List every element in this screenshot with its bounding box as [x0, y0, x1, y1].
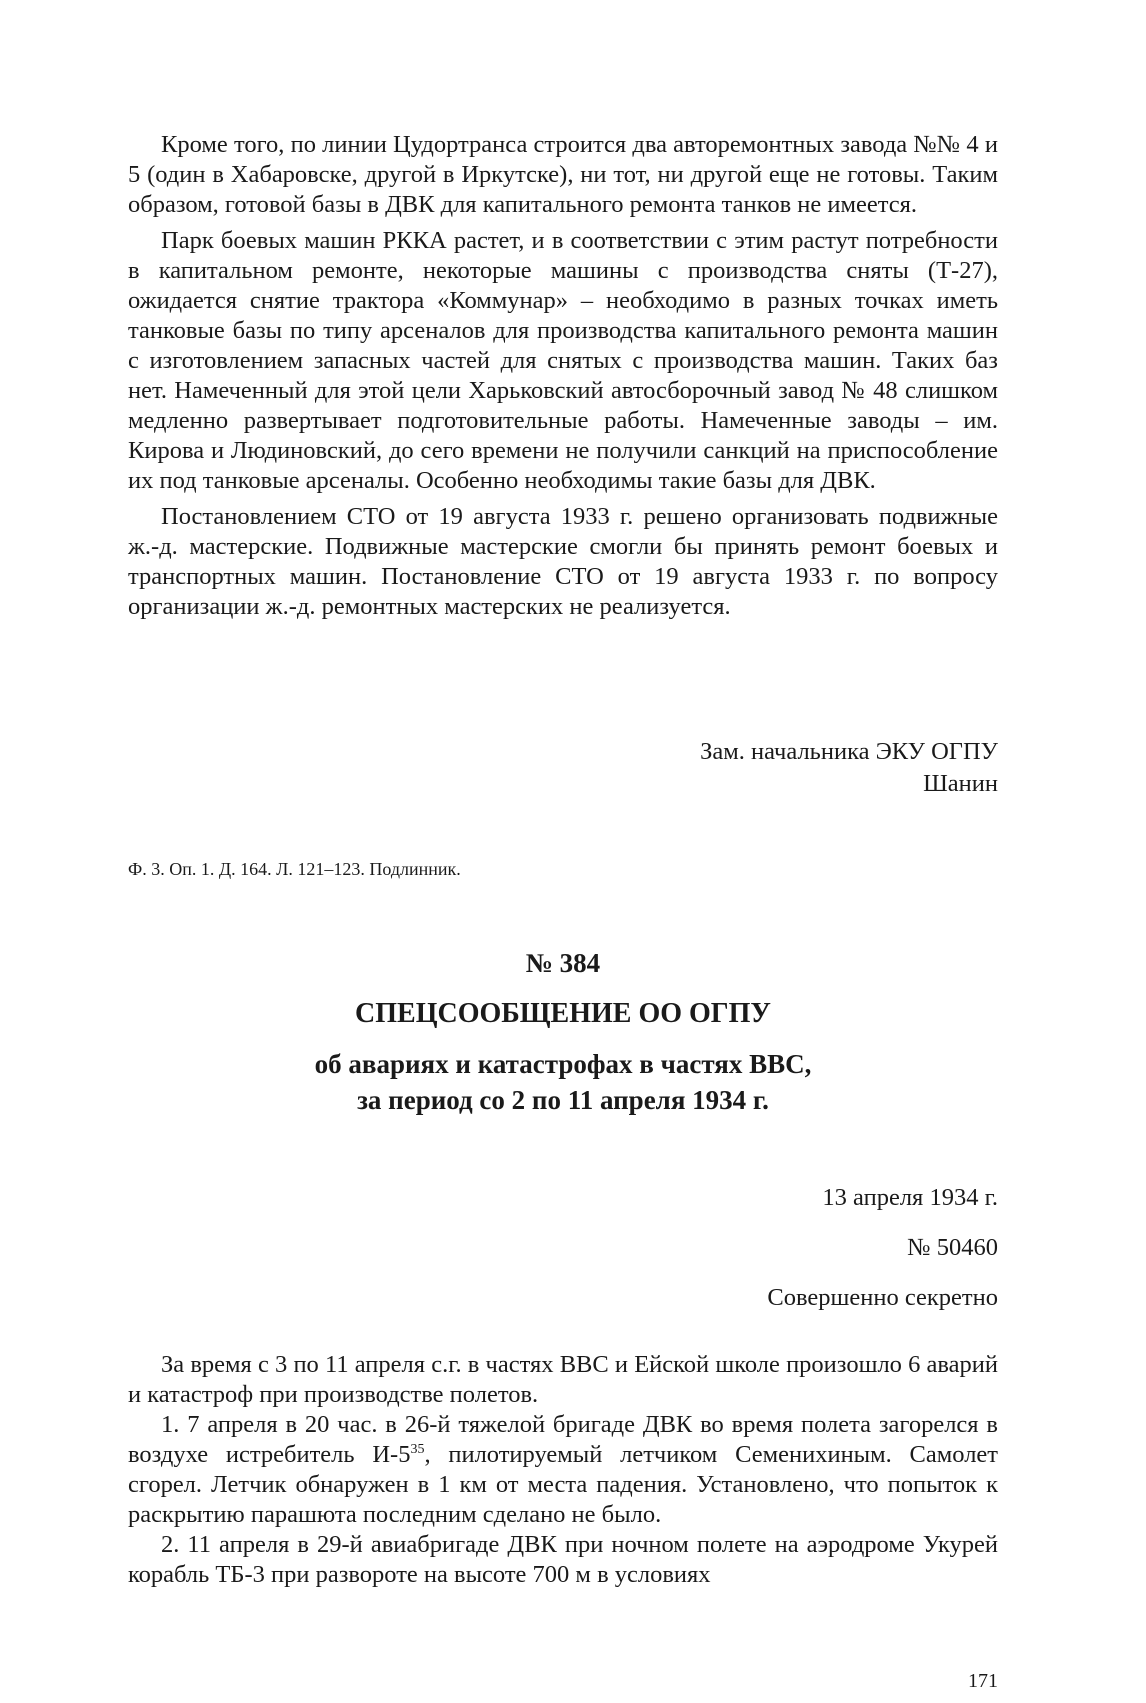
- document-heading: [128, 946, 998, 1118]
- footnote-marker: 35: [410, 1441, 425, 1457]
- document-date: 13 апреля 1934 г.: [822, 1184, 998, 1211]
- archive-reference: [128, 858, 998, 880]
- paragraph-incident-2: 2. 11 апреля в 29-й авиабригаде ДВК при ночном полете на аэродроме Укурей корабль ТБ-3 при развороте на высоте 700 м в условиях: [128, 1531, 998, 1588]
- body-text-block: [128, 1350, 998, 1590]
- document-classification: Совершенно секретно: [767, 1284, 998, 1311]
- signature-name: Шанин: [923, 770, 998, 797]
- signature-position: Зам. начальника ЭКУ ОГПУ: [700, 738, 998, 765]
- document-number: № 384: [525, 948, 601, 978]
- incident-1-text-start: 1. 7 апреля в 20 час. в 26-й тяжелой бригаде ДВК во время полета загорелся в воздухе истребитель И-5: [128, 1411, 998, 1468]
- paragraph-incident-1: [128, 1410, 998, 1530]
- document-meta: [128, 1183, 998, 1313]
- paragraph-tank-bases: Парк боевых машин РККА растет, и в соответствии с этим растут потребности в капитальном ремонте, некоторые машины с производства сняты (Т-27), ожидается снятие трактора «Коммунар» – необходимо в разных точках иметь танковые базы по типу арсеналов для производства капитального ремонта машин с изготовлением запасных частей для снятых с производства машин. Таких баз нет. Намеченный для этой цели Харьковский автосборочный завод № 48 слишком медленно развертывает подготовительные работы. Намеченные заводы – им. Кирова и Людиновский, до сего времени не получили санкций на приспособление их под танковые арсеналы. Особенно необходимы такие базы для ДВК.: [128, 227, 998, 494]
- page-number: 171: [968, 1670, 998, 1692]
- top-text-block: [128, 130, 998, 628]
- document-title-line-1: об авариях и катастрофах в частях ВВС,: [314, 1049, 812, 1079]
- paragraph-repair-plants: Кроме того, по линии Цудортранса строится два авторемонтных завода №№ 4 и 5 (один в Хабаровске, другой в Иркутске), ни тот, ни другой еще не готовы. Таким образом, готовой базы в ДВК для капитального ремонта танков не имеется.: [128, 131, 998, 218]
- document-title-line-2: за период со 2 по 11 апреля 1934 г.: [357, 1085, 769, 1115]
- document-type: СПЕЦСООБЩЕНИЕ ОО ОГПУ: [355, 998, 771, 1029]
- signature-block: [128, 736, 998, 800]
- incident-1-text-end: , пилотируемый летчиком Семенихиным. Самолет сгорел. Летчик обнаружен в 1 км от места падения. Установлено, что попыток к раскрытию парашюта последним сделано не было.: [128, 1441, 998, 1528]
- document-reg-number: № 50460: [907, 1234, 998, 1261]
- archive-ref-text: Ф. 3. Оп. 1. Д. 164. Л. 121–123. Подлинник.: [128, 859, 461, 879]
- paragraph-summary: За время с 3 по 11 апреля с.г. в частях ВВС и Ейской школе произошло 6 аварий и катастроф при производстве полетов.: [128, 1351, 998, 1408]
- paragraph-mobile-workshops: Постановлением СТО от 19 августа 1933 г. решено организовать подвижные ж.-д. мастерские. Подвижные мастерские смогли бы принять ремонт боевых и транспортных машин. Постановление СТО от 19 августа 1933 г. по вопросу организации ж.-д. ремонтных мастерских не реализуется.: [128, 503, 998, 620]
